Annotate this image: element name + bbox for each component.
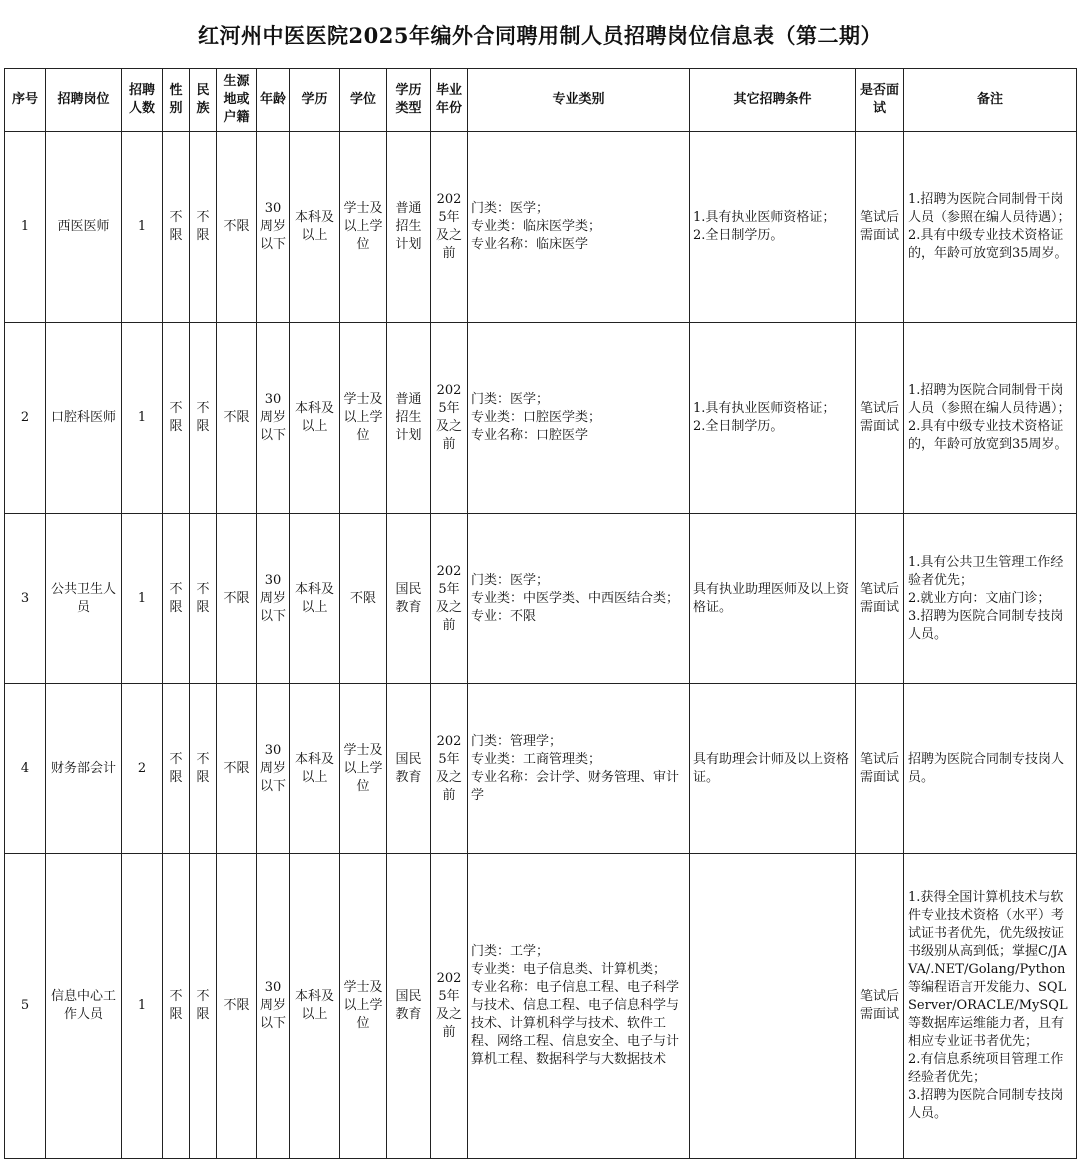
cell-ethnicity: 不限 [190,854,217,1159]
cell-count: 1 [122,132,163,323]
cell-remarks: 招聘为医院合同制专技岗人员。 [904,684,1077,854]
header-age: 年龄 [257,69,290,132]
cell-gender: 不限 [163,132,190,323]
cell-origin: 不限 [217,514,257,684]
recruitment-table [4,68,1077,1159]
header-major: 专业类别 [468,69,690,132]
cell-degree: 学士及以上学位 [340,323,387,514]
table-row [5,323,1077,514]
cell-education: 本科及以上 [290,132,340,323]
cell-ethnicity: 不限 [190,323,217,514]
cell-origin: 不限 [217,684,257,854]
cell-no: 4 [5,684,46,854]
cell-interview: 笔试后需面试 [856,854,904,1159]
cell-interview: 笔试后需面试 [856,514,904,684]
header-gender: 性别 [163,69,190,132]
header-degree: 学位 [340,69,387,132]
cell-interview: 笔试后需面试 [856,684,904,854]
cell-ethnicity: 不限 [190,684,217,854]
table-row [5,514,1077,684]
table-row [5,854,1077,1159]
cell-gender: 不限 [163,854,190,1159]
cell-no: 2 [5,323,46,514]
header-row [5,69,1077,132]
cell-education: 本科及以上 [290,514,340,684]
cell-post: 财务部会计 [46,684,122,854]
cell-other: 具有助理会计师及以上资格证。 [690,684,856,854]
cell-other [690,854,856,1159]
cell-age: 30周岁以下 [257,323,290,514]
table-row [5,132,1077,323]
cell-post: 口腔科医师 [46,323,122,514]
cell-degree: 学士及以上学位 [340,132,387,323]
cell-education: 本科及以上 [290,684,340,854]
cell-no: 1 [5,132,46,323]
cell-major: 门类：医学； 专业类：口腔医学类； 专业名称：口腔医学 [468,323,690,514]
cell-degree: 不限 [340,514,387,684]
cell-grad-year: 2025年及之前 [431,854,468,1159]
cell-count: 1 [122,323,163,514]
header-education: 学历 [290,69,340,132]
cell-major: 门类：医学； 专业类：临床医学类； 专业名称：临床医学 [468,132,690,323]
cell-edu-type: 国民教育 [387,514,431,684]
cell-remarks: 1.获得全国计算机技术与软件专业技术资格（水平）考试证书者优先，优先级按证书级别从高到低；掌握C/JAVA/.NET/Golang/Python等编程语言开发能力、SQLServer/ORACLE/MySQL等数据库运维能力者，且有相应专业证书者优先； 2.有信息系统项目管理工作经验者优先； 3.招聘为医院合同制专技岗人员。 [904,854,1077,1159]
cell-degree: 学士及以上学位 [340,854,387,1159]
cell-age: 30周岁以下 [257,132,290,323]
cell-other: 1.具有执业医师资格证； 2.全日制学历。 [690,323,856,514]
cell-origin: 不限 [217,323,257,514]
document-title: 红河州中医医院2025年编外合同聘用制人员招聘岗位信息表（第二期） [198,23,882,48]
cell-education: 本科及以上 [290,323,340,514]
header-origin: 生源地或户籍 [217,69,257,132]
header-post: 招聘岗位 [46,69,122,132]
cell-edu-type: 普通招生计划 [387,132,431,323]
cell-interview: 笔试后需面试 [856,132,904,323]
cell-post: 西医医师 [46,132,122,323]
cell-no: 5 [5,854,46,1159]
cell-count: 1 [122,854,163,1159]
cell-ethnicity: 不限 [190,132,217,323]
cell-grad-year: 2025年及之前 [431,132,468,323]
cell-remarks: 1.招聘为医院合同制骨干岗人员（参照在编人员待遇）； 2.具有中级专业技术资格证的，年龄可放宽到35周岁。 [904,132,1077,323]
header-grad-year: 毕业年份 [431,69,468,132]
cell-remarks: 1.具有公共卫生管理工作经验者优先； 2.就业方向：文庙门诊； 3.招聘为医院合同制专技岗人员。 [904,514,1077,684]
cell-other: 具有执业助理医师及以上资格证。 [690,514,856,684]
cell-age: 30周岁以下 [257,684,290,854]
cell-edu-type: 国民教育 [387,854,431,1159]
cell-education: 本科及以上 [290,854,340,1159]
cell-major: 门类：管理学； 专业类：工商管理类； 专业名称：会计学、财务管理、审计学 [468,684,690,854]
cell-other: 1.具有执业医师资格证； 2.全日制学历。 [690,132,856,323]
cell-age: 30周岁以下 [257,514,290,684]
cell-gender: 不限 [163,323,190,514]
header-other: 其它招聘条件 [690,69,856,132]
cell-post: 公共卫生人员 [46,514,122,684]
cell-edu-type: 国民教育 [387,684,431,854]
cell-grad-year: 2025年及之前 [431,684,468,854]
cell-age: 30周岁以下 [257,854,290,1159]
cell-no: 3 [5,514,46,684]
cell-ethnicity: 不限 [190,514,217,684]
cell-count: 2 [122,684,163,854]
cell-post: 信息中心工作人员 [46,854,122,1159]
cell-gender: 不限 [163,684,190,854]
cell-major: 门类：工学； 专业类：电子信息类、计算机类； 专业名称：电子信息工程、电子科学与技术、信息工程、电子信息科学与技术、计算机科学与技术、软件工程、网络工程、信息安全、电子与计算机工程、数据科学与大数据技术 [468,854,690,1159]
cell-gender: 不限 [163,514,190,684]
cell-origin: 不限 [217,854,257,1159]
cell-count: 1 [122,514,163,684]
cell-remarks: 1.招聘为医院合同制骨干岗人员（参照在编人员待遇）； 2.具有中级专业技术资格证的，年龄可放宽到35周岁。 [904,323,1077,514]
header-interview: 是否面试 [856,69,904,132]
cell-edu-type: 普通招生计划 [387,323,431,514]
cell-origin: 不限 [217,132,257,323]
cell-grad-year: 2025年及之前 [431,514,468,684]
header-ethnicity: 民族 [190,69,217,132]
header-edu-type: 学历类型 [387,69,431,132]
cell-grad-year: 2025年及之前 [431,323,468,514]
header-no: 序号 [5,69,46,132]
table-row [5,684,1077,854]
header-count: 招聘人数 [122,69,163,132]
cell-interview: 笔试后需面试 [856,323,904,514]
cell-major: 门类：医学； 专业类：中医学类、中西医结合类； 专业：不限 [468,514,690,684]
cell-degree: 学士及以上学位 [340,684,387,854]
header-remarks: 备注 [904,69,1077,132]
